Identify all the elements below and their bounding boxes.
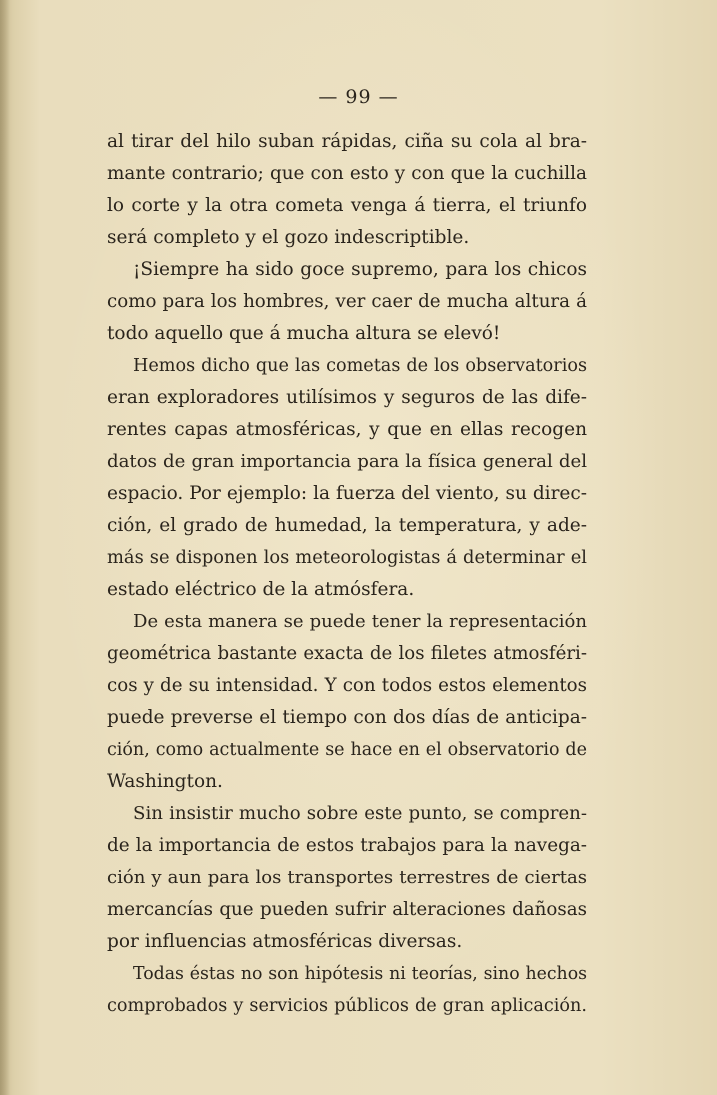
text-line: será completo y el gozo indescriptible. [107, 227, 470, 248]
text-line: ción, como actualmente se hace en el observatorio de [107, 740, 587, 760]
text-line: al tirar del hilo suban rápidas, ciña su cola al bra- [107, 131, 587, 152]
text-line: por influencias atmosféricas diversas. [107, 931, 463, 952]
text-line: Todas éstas no son hipótesis ni teorías, sino hechos [133, 964, 587, 984]
text-line: eran exploradores utilísimos y seguros de las dife- [107, 387, 587, 408]
text-line: Hemos dicho que las cometas de los observatorios [133, 356, 587, 376]
text-line: comprobados y servicios públicos de gran aplicación. [107, 996, 587, 1016]
text-line: todo aquello que á mucha altura se elevó! [107, 323, 501, 344]
body-text [107, 126, 587, 1022]
text-line: geométrica bastante exacta de los filetes atmosféri- [107, 643, 587, 664]
text-line: puede preverse el tiempo con dos días de anticipa- [107, 707, 587, 728]
text-line: rentes capas atmosféricas, y que en ellas recogen [107, 419, 587, 440]
text-line: mante contrario; que con esto y con que la cuchilla [107, 163, 587, 184]
text-line: Washington. [107, 771, 223, 792]
text-line: De esta manera se puede tener la representación [133, 611, 587, 632]
text-line: como para los hombres, ver caer de mucha altura á [107, 291, 587, 312]
text-line: lo corte y la otra cometa venga á tierra, el triunfo [107, 195, 587, 216]
page-number: — 99 — [318, 86, 399, 108]
text-line: estado eléctrico de la atmósfera. [107, 579, 415, 600]
text-line: Sin insistir mucho sobre este punto, se compren- [133, 803, 587, 824]
text-line: ¡Siempre ha sido goce supremo, para los chicos [133, 259, 587, 280]
text-line: datos de gran importancia para la física general del [107, 451, 587, 472]
text-line: cos y de su intensidad. Y con todos estos elementos [107, 675, 587, 696]
text-line: de la importancia de estos trabajos para la navega- [107, 835, 587, 856]
text-line: mercancías que pueden sufrir alteraciones dañosas [107, 899, 587, 920]
text-line: ción y aun para los transportes terrestres de ciertas [107, 867, 587, 888]
text-line: más se disponen los meteorologistas á determinar el [107, 547, 587, 568]
text-line: ción, el grado de humedad, la temperatura, y ade- [107, 515, 587, 536]
text-line: espacio. Por ejemplo: la fuerza del viento, su direc- [107, 483, 587, 504]
